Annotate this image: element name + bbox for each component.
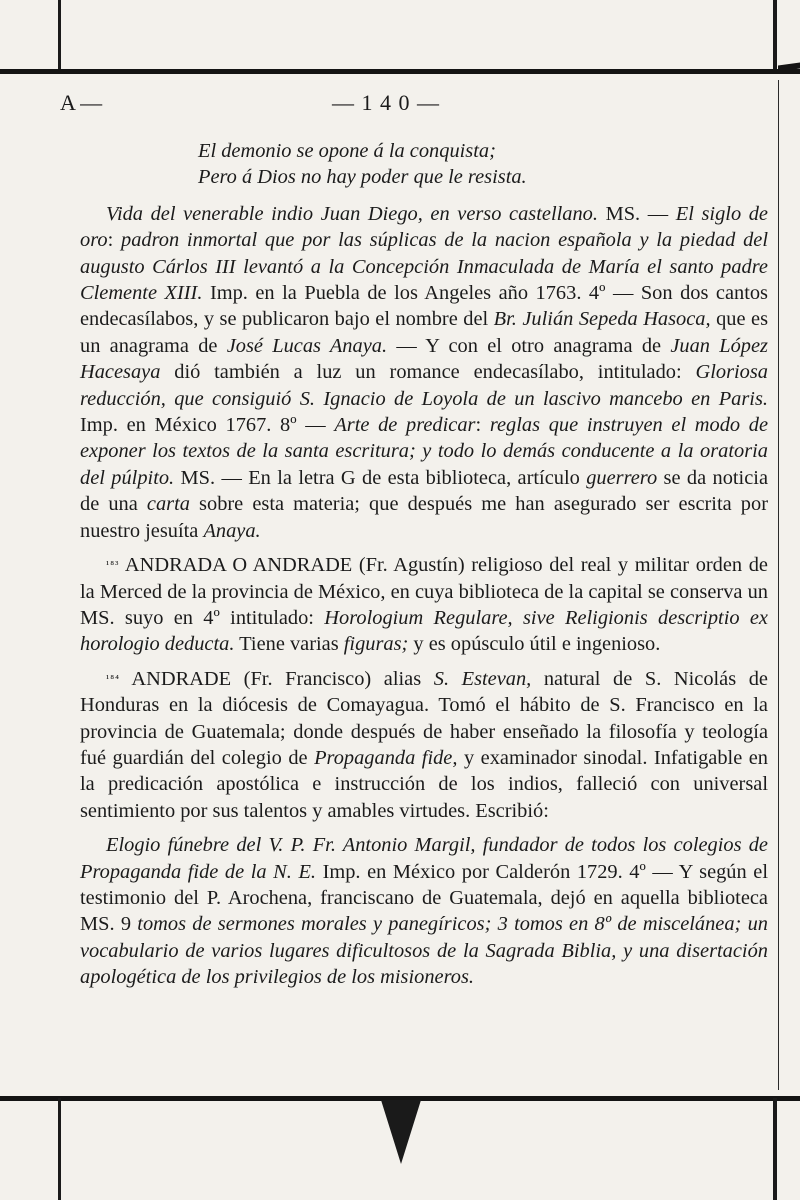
word-propaganda: Propaganda fide, — [314, 746, 458, 769]
frame-left-top — [58, 0, 61, 72]
title-gloriosa: Gloriosa reducción, que consiguió S. Ignacio de Loyola de un lascivo mancebo en Paris. — [80, 361, 768, 410]
text-span: : — [107, 229, 121, 252]
paragraph-elogio — [80, 832, 768, 990]
title-siglo: El siglo de oro — [80, 202, 768, 252]
title-arte: Arte de predicar — [334, 414, 476, 437]
page-header — [60, 90, 760, 118]
text-span: se da noticia de una — [80, 466, 768, 516]
word-figuras: figuras; — [343, 633, 409, 656]
text-span: : — [475, 414, 490, 437]
frame-right-top — [773, 0, 777, 72]
entry-184-andrade — [80, 666, 768, 824]
page-number: — 1 4 0 — — [332, 90, 440, 115]
title-elogio: Elogio fúnebre del V. P. Fr. Antonio Margil, fundador de todos los colegios de Propaganda fide de la N. E. — [80, 834, 768, 883]
name-anaya: José Lucas Anaya. — [226, 334, 388, 357]
text-span: dió también a luz un romance endecasílabo, intitulado: — [160, 361, 696, 384]
text-span: Imp. en México 1767. 8º — — [80, 414, 335, 437]
text-span: y es opúsculo útil e ingenioso. — [408, 633, 661, 656]
verse-line-1: El demonio se opone á la conquista; — [198, 140, 496, 162]
page-body — [80, 138, 768, 991]
bottom-arrow-icon — [381, 1100, 421, 1164]
title-horologium: Horologium Regulare, sive Religionis descriptio ex horologio deducta. — [80, 606, 768, 656]
signature-mark: A — — [60, 90, 103, 115]
frame-left-bottom — [58, 1098, 61, 1200]
word-guerrero: guerrero — [586, 466, 658, 489]
verse — [198, 138, 768, 191]
text-span: que es un anagrama de — [80, 308, 769, 357]
text-span: Imp. en la Puebla de los Angeles año 1763. 4º — Son dos cantos endecasílabos, y se publicaron bajo el nombre del — [80, 282, 768, 331]
entry-183-andrada — [80, 552, 768, 658]
title-padron: padron inmortal que por las súplicas de la nacion española y la piedad del augusto Cárlos III levantó a la Concepción Inmaculada de María el santo padre Clemente XIII. — [80, 229, 769, 305]
frame-right-bottom — [773, 1098, 777, 1200]
text-span: MS. — En la letra G de esta biblioteca, artículo — [174, 466, 587, 489]
text-span: ANDRADE (Fr. Francisco) alias — [119, 667, 434, 690]
paragraph-anaya-works — [80, 201, 768, 544]
entry-number: ¹⁸³ — [106, 559, 120, 572]
text-span: — Y con el otro anagrama de — [387, 334, 671, 357]
text-span: Tiene varias — [234, 633, 344, 656]
alias-estevan: S. Estevan, — [433, 667, 532, 690]
text-span: Imp. en México por Calderón 1729. 4º — Y según el testimonio del P. Arochena, franciscano de Guatemala, dejó en aquella biblioteca MS. 9 — [80, 860, 768, 936]
text-span: natural de S. Nicolás de Honduras en la diócesis de Comayagua. Tomó el hábito de S. Francisco en la provincia de Guatemala; donde después de haber enseñado la filosofía y teología fué guardián del colegio de — [80, 667, 768, 769]
verse-line-2: Pero á Dios no hay poder que le resista. — [198, 166, 527, 189]
title-tomos: tomos de sermones morales y panegíricos; 3 tomos en 8º de miscelánea; un vocabulario de varios lugares dificultosos de la Sagrada Biblia, y una disertación apologética de los privilegios de los misioneros. — [80, 913, 768, 989]
text-span: y examinador sinodal. Infatigable en la predicación apostólica e instrucción de los indios, falleció con universal sentimiento por sus talentos y amables virtudes. Escribió: — [80, 746, 768, 822]
text-span: MS. — — [597, 202, 676, 225]
name-anaya-end: Anaya. — [203, 519, 261, 542]
top-rule — [0, 69, 800, 74]
pseudonym-hacesaya: Juan López Hacesaya — [80, 334, 768, 384]
text-span: sobre esta materia; que después me han asegurado ser escrita por nuestro jesuíta — [80, 493, 768, 542]
text-span: ANDRADA O ANDRADE (Fr. Agustín) religioso del real y militar orden de la Merced de la provincia de México, en cuya biblioteca de la capital se conserva un MS. suyo en 4º intitulado: — [80, 554, 768, 629]
word-carta: carta — [146, 493, 190, 516]
pseudonym-sepeda: Br. Julián Sepeda Hasoca, — [493, 308, 711, 331]
entry-number: ¹⁸⁴ — [106, 672, 120, 685]
title-reglas: reglas que instruyen el modo de exponer los textos de la santa escritura; y todo lo demás conducente a la oratoria del púlpito. — [80, 414, 769, 489]
title-vida: Vida del venerable indio Juan Diego, en verso castellano. — [106, 202, 598, 225]
right-margin-line — [778, 80, 779, 1090]
